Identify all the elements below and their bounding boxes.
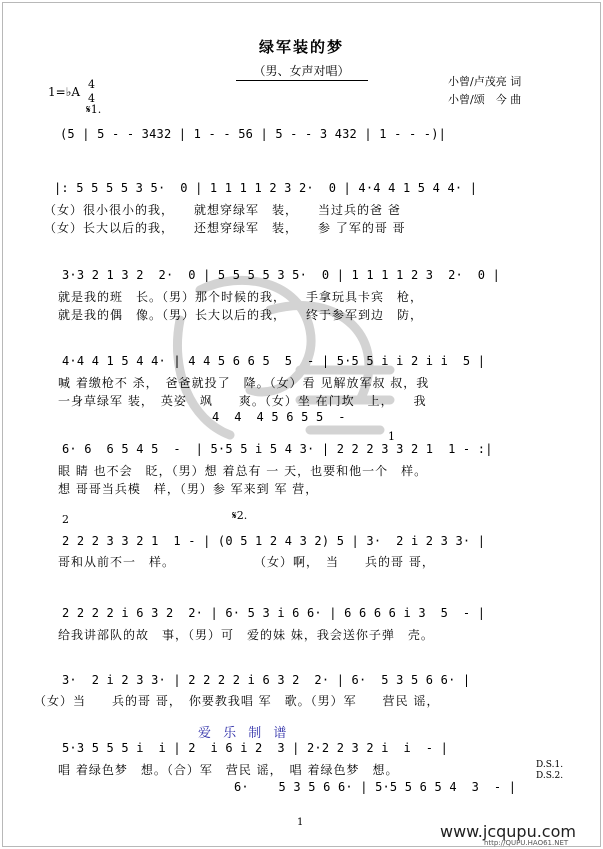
song-subtitle: （男、女声对唱）: [253, 64, 350, 78]
time-signature-numerator: 4: [88, 78, 95, 91]
lyric-line-2b: 就是我的偶 像。（男）长大以后的我， 终于参军到边 防，: [58, 308, 424, 322]
verse-notes-2: 3·3 2 1 3 2 2· 0 | 5 5 5 5 3 5· 0 | 1 1 1 1 2 3 2· 0 |: [62, 268, 501, 282]
intro-notes: (5 | 5 - - 3432 | 1 - - 56 | 5 - - 3 432 | 1 - - -)|: [60, 127, 447, 141]
lyric-line-2a: 就是我的班 长。（男）那个时候的我， 手拿玩具卡宾 枪，: [58, 290, 424, 304]
segno-sign-1: 𝄋1.: [86, 103, 102, 116]
lyric-line-1a: （女）很小很小的我， 就想穿绿军 装， 当过兵的爸 爸: [44, 203, 401, 217]
footer-subsite: http://QUPU.HAO61.NET: [484, 839, 569, 847]
lyric-line-8: 唱 着绿色梦 想。（合）军 营民 谣， 唱 着绿色梦 想。: [58, 763, 399, 777]
ds-1-mark: D.S.1.: [536, 760, 564, 770]
chorus-notes-4: 5·3 5 5 5 i i | 2 i 6 i 2 3 | 2·2 2 3 2 i i - |: [62, 741, 449, 755]
lyric-line-3a: 喊 着缴枪不 杀， 爸爸就投了 降。（女）看 见解放军叔 叔，我: [58, 376, 430, 390]
verse-notes-4: 6· 6 6 5 4 5 - | 5·5 5 i 5 4 3· | 2 2 2 3 3 2 1 1 - :|: [62, 442, 493, 456]
time-signature-denominator: 4: [88, 92, 95, 105]
lyric-line-7: （女）当 兵的哥 哥， 你要教我唱 军 歌。（男）军 营民 谣，: [34, 694, 440, 708]
lyric-line-5: 哥和从前不一 样。 （女）啊， 当 兵的哥 哥，: [58, 555, 435, 569]
subtitle-underline: [236, 80, 368, 81]
key-signature: 1=♭A: [48, 85, 81, 99]
page-number: 1: [297, 817, 304, 828]
chorus-notes-3: 3· 2 i 2 3 3· | 2 2 2 2 i 6 3 2 2· | 6· 5 3 5 6 6· |: [62, 673, 471, 687]
lyric-line-4b: 想 哥哥当兵模 样，（男）参 军来到 军 营，: [58, 482, 319, 496]
ds-2-mark: D.S.2.: [536, 771, 564, 781]
footer-site: www.jcqupu.com: [440, 822, 576, 841]
lyric-line-4a: 眼 睛 也不会 眨，（男）想 着总有 一 天，也要和他一个 样。: [58, 464, 428, 478]
chorus-notes-1: 2 2 2 3 3 2 1 1 - | (0 5 1 2 4 3 2) 5 | 3· 2 i 2 3 3· |: [62, 534, 486, 548]
brand-label: 爱 乐 制 谱: [198, 726, 291, 741]
segno-sign-2: 𝄋2.: [232, 509, 248, 522]
lyric-line-1b: （女）长大以后的我， 还想穿绿军 装， 参 了军的哥 哥: [44, 221, 406, 235]
volta-2: 2: [62, 513, 69, 526]
verse-notes-3: 4·4 4 1 5 4 4· | 4 4 5 6 6 5 5 - | 5·5 5 i i 2 i i 5 |: [62, 354, 486, 368]
composer-credit: 小曾/颂 今 曲: [448, 93, 522, 106]
variant-notes-3: 4 4 4 5 6 5 5 -: [212, 410, 346, 424]
chorus-notes-2: 2 2 2 2 i 6 3 2 2· | 6· 5 3 i 6 6· | 6 6 6 6 i 3 5 - |: [62, 606, 486, 620]
volta-1: 1: [388, 430, 395, 443]
lyric-line-6: 给我讲部队的故 事，（男）可 爱的妹 妹，我会送你子弹 壳。: [58, 628, 434, 642]
variant-notes-8: 6· 5 3 5 6 6· | 5·5 5 6 5 4 3 - |: [234, 780, 517, 794]
verse-notes-1: |: 5 5 5 5 3 5· 0 | 1 1 1 1 2 3 2· 0 | 4·4 4 1 5 4 4· |: [54, 181, 478, 195]
lyricist-credit: 小曾/卢茂亮 词: [448, 75, 522, 88]
song-title: 绿军装的梦: [258, 38, 344, 56]
lyric-line-3b: 一身草绿军 装， 英姿 飒 爽。（女）坐 在门坎 上， 我: [58, 394, 427, 408]
